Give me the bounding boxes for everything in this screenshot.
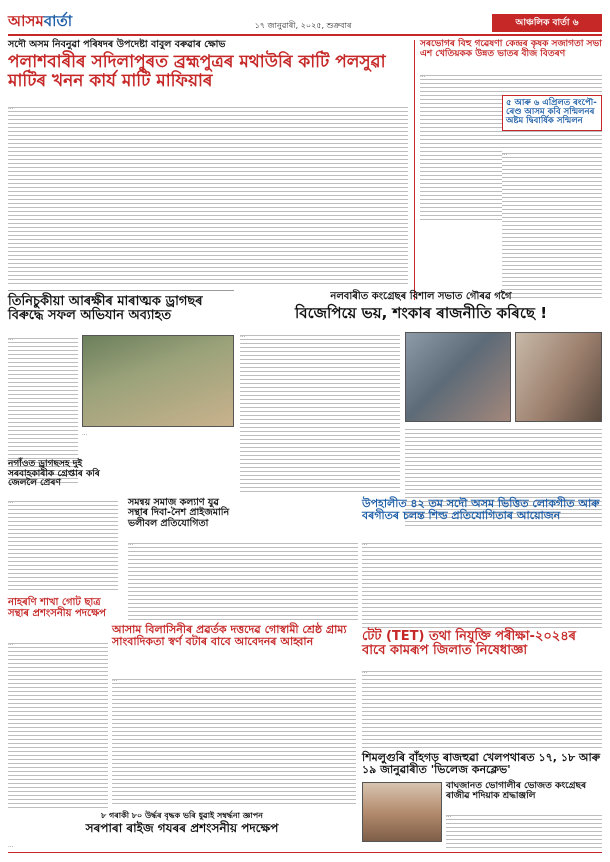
tribute-story: [446, 782, 602, 801]
dateline: ১৭ জানুৱাৰী, ২০২৫, শুক্ৰবাৰ: [254, 21, 352, 30]
right-story-headline: সৰভোগৰ বিহু গৱেষণা কেন্দ্ৰৰ কৃষক সজাগতা সভা এশ খেতিয়কক উন্নত ভাতৰ বীজ বিতৰণ: [420, 39, 602, 59]
section-label: [492, 14, 602, 32]
journalist-body: …: [112, 676, 356, 806]
congress-body: …: [240, 332, 400, 492]
welfare-body: …: [128, 540, 358, 620]
welfare-headline: সমন্বয় সমাজ কল্যাণ যুৱ সন্থাৰ দিবা-নৈশ প্ৰাইজমানি ভলীবল প্ৰতিযোগিতা: [128, 497, 230, 529]
page-number: ৬: [572, 18, 579, 28]
tribute-body: …: [446, 812, 602, 848]
logo-main: আসম: [8, 12, 44, 30]
short-story: [8, 598, 108, 620]
competition-story: [362, 498, 602, 522]
sarpara-story: [8, 812, 356, 835]
club-headline: শিমলুগুৰি বাঁহগড় ৰাজহুৱা খেলপথাৰত ১৭, ১৮ আৰু ১৯ জানুৱাৰীত 'ভিলেজ কনক্লেভ': [362, 751, 601, 776]
side-story-headline: ৫ আৰু ৬ এপ্ৰিলত ৰংপৌ-ৰেণ্ড আসম কবি সন্মিলনৰ অষ্টম দ্বিবাৰ্ষিক সন্মিলন: [506, 98, 597, 127]
congress-photo-2: [515, 332, 602, 422]
footer-rule: [8, 852, 602, 853]
tet-body: …: [362, 668, 602, 748]
congress-photo: [405, 332, 511, 422]
tet-story: [362, 630, 602, 658]
side-story-box: [502, 95, 602, 131]
drug-body: …: [8, 335, 78, 485]
short-body: …: [8, 640, 108, 810]
drug-story: [8, 295, 234, 323]
congress-kicker: নলবাৰীত কংগ্ৰেছৰ বিশাল সভাত গৌৰৱ গগৈ: [330, 291, 512, 302]
competition-headline: উপহালীত ৪২ তম সদৌ অসম ভিত্তিত লোকগীত আৰু বৰগীতৰ চলন্ত শিল্ড প্ৰতিযোগিতাৰ আয়োজন: [362, 497, 600, 522]
drug-headline: তিনিচুকীয়া আৰক্ষীৰ মাৰাত্মক ড্ৰাগছৰ বিৰুদ্ধে সফল অভিযান অব্যাহত: [8, 294, 203, 324]
club-story: [362, 752, 602, 776]
top-story-body: …: [8, 104, 408, 284]
arrest-story: [8, 460, 118, 489]
congress-story: [240, 292, 602, 321]
newspaper-logo: [8, 10, 72, 35]
masthead: [8, 6, 602, 36]
divider: [8, 290, 234, 291]
top-story-headline: পলাশবাৰীৰ সদিলাপুৰত ব্ৰহ্মপুত্ৰৰ মথাউৰি কাটি পলসুৱা মাটিৰ খনন কাৰ্য মাটি মাফিয়াৰ: [8, 52, 386, 91]
drug-photo-caption: …: [82, 431, 88, 437]
logo-accent: বাৰ্তা: [43, 12, 73, 30]
journalist-headline: আসাম বিলাসিনীৰ প্ৰৱৰ্তক দত্তদেৱ গোস্বামী শ্ৰেষ্ঠ গ্ৰাম্য সাংবাদিকতা স্বৰ্ণ বটাৰ বাবে আবেদনৰ আহ্বান: [112, 623, 347, 648]
tet-headline: টেট (TET) তথা নিযুক্তি পৰীক্ষা-২০২৪ৰ বাবে কামৰূপ জিলাত নিষেধাজ্ঞা: [362, 629, 576, 659]
congress-headline: বিজেপিয়ে ভয়, শংকাৰ ৰাজনীতি কৰিছে !: [294, 303, 548, 322]
sarpara-kicker: ৮ গৰাকী ৮০ উৰ্দ্ধৰ বৃদ্ধক ভৰি ধুৱাই সম্বৰ্দ্ধনা জ্ঞাপন: [101, 811, 263, 820]
top-story: [8, 40, 408, 90]
club-photo: [362, 782, 442, 842]
short-headline: নাহৰণি শাখা গোট ছাত্ৰ সন্থাৰ প্ৰশংসনীয় পদক্ষেপ: [8, 597, 106, 619]
competition-body: …: [362, 540, 602, 628]
top-story-kicker: সদৌ অসম নিবনুৱা পৰিষদৰ উপদেষ্টা বাবুল বৰুৱাৰ ক্ষোভ: [8, 39, 226, 50]
welfare-story: [128, 498, 234, 529]
tribute-headline: বাঘজানত ভোগালীৰ ভোজত কংগ্ৰেছৰ ৰাজীৱ শদিয়াক শ্ৰদ্ধাঞ্জলি: [446, 781, 587, 801]
right-story: [420, 40, 602, 59]
right-story-body: …: [420, 72, 602, 222]
section-name: আঞ্চলিক বাৰ্তা: [515, 18, 570, 28]
column-divider: [414, 40, 415, 300]
journalist-story: [112, 624, 356, 648]
side-story-body: …: [502, 150, 602, 300]
sarpara-body: …: [8, 843, 14, 849]
arrest-headline: নগাঁওত ড্ৰাগছসহ দুই সৰবাহকাৰীক গ্ৰেপ্তাৰ কৰি জেললৈ প্ৰেৰণ: [8, 459, 100, 489]
arrest-body: …: [8, 498, 118, 590]
sarpara-headline: সৰপাৰা ৰাইজ গযৰৰ প্ৰশংসনীয় পদক্ষেপ: [85, 820, 279, 835]
drug-photo: [82, 335, 234, 427]
